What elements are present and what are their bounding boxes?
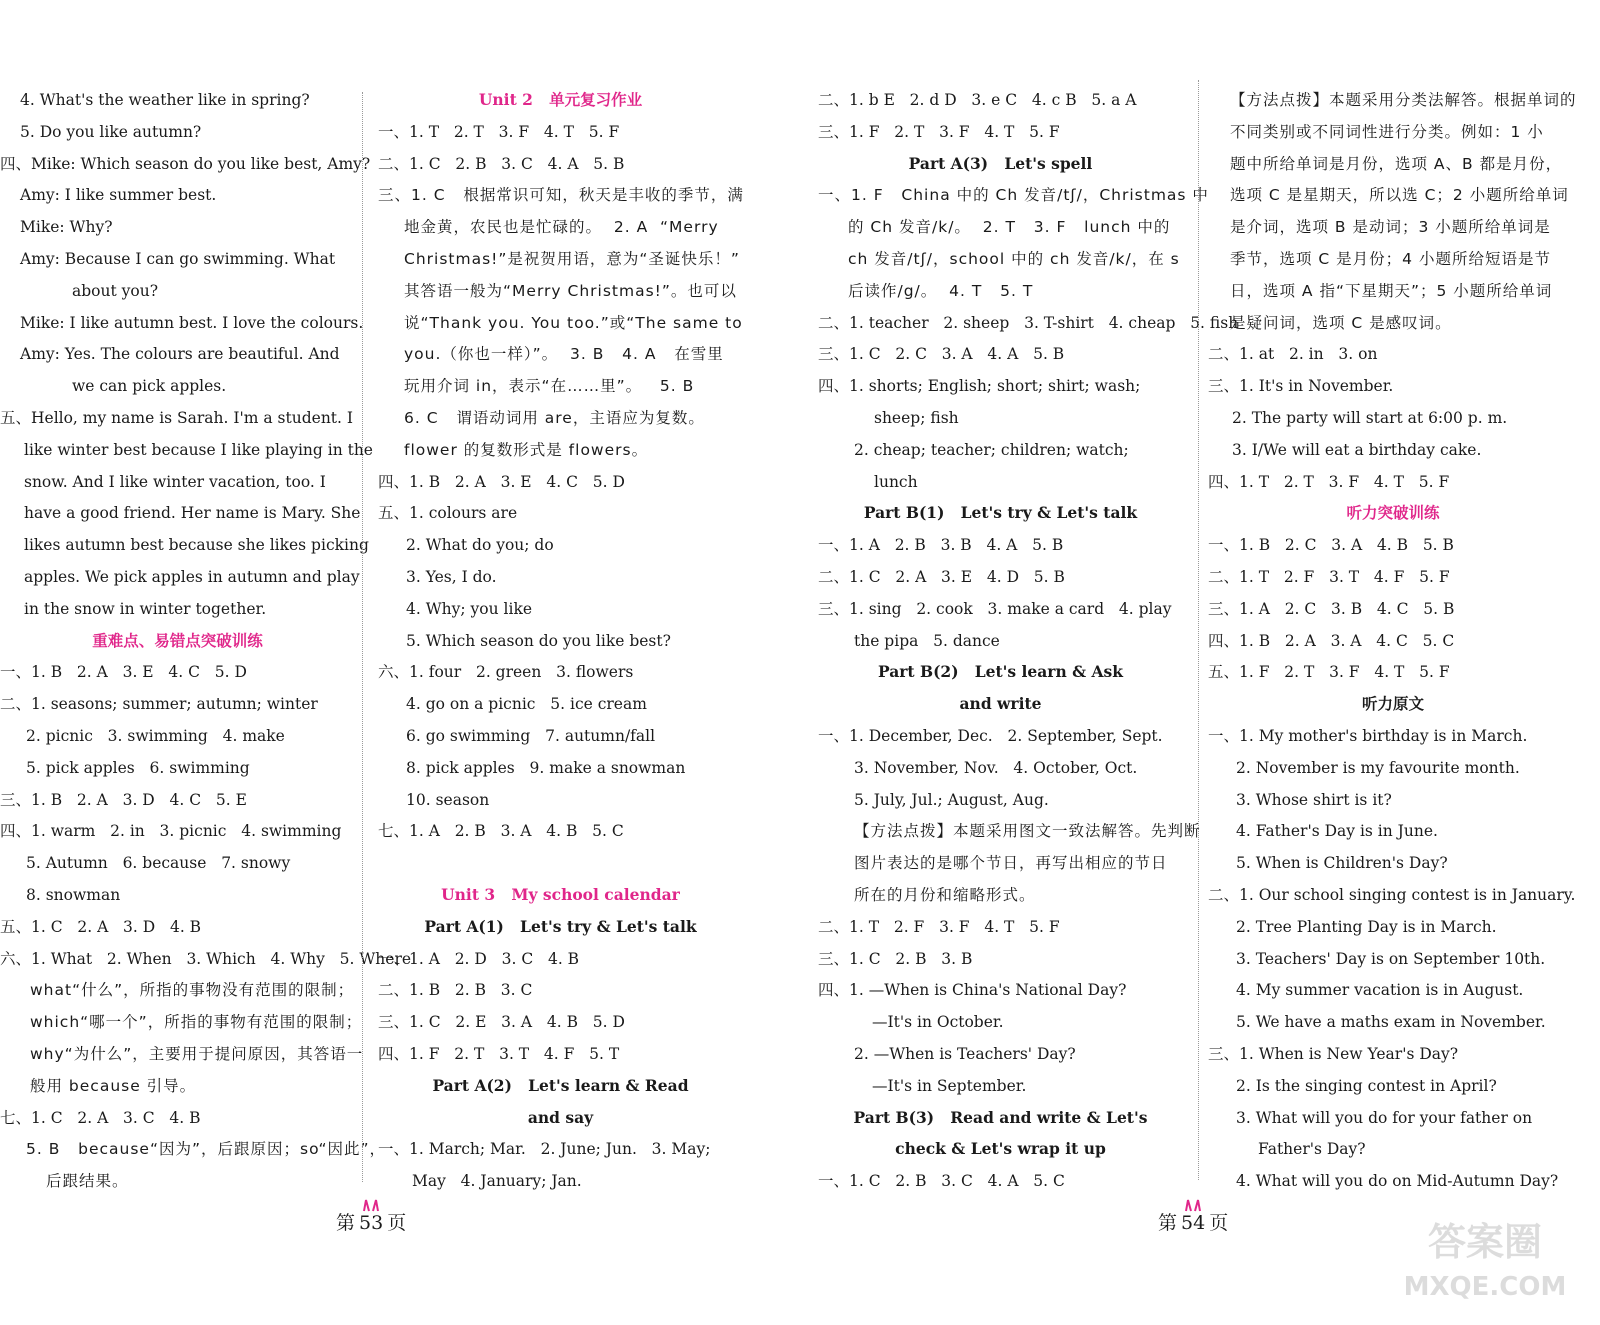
answer-line: 二、1. T 2. F 3. T 4. F 5. F	[1208, 568, 1450, 586]
answer-line: you.（你也一样）”。 3. B 4. A 在雪里	[404, 345, 724, 364]
answer-line: 四、1. F 2. T 3. T 4. F 5. T	[378, 1045, 620, 1063]
answer-line: Amy: Yes. The colours are beautiful. And	[20, 345, 340, 364]
answer-line: 4. Why; you like	[406, 599, 533, 618]
answer-line: Part A(1) Let's try & Let's talk	[424, 916, 697, 936]
answer-line: 五、Hello, my name is Sarah. I'm a student. I	[0, 409, 354, 427]
answer-line: 5. Which season do you like best?	[406, 631, 671, 650]
answer-line: Part B(3) Read and write & Let's	[853, 1107, 1148, 1127]
answer-line: Father's Day?	[1258, 1140, 1366, 1159]
answer-line: 一、1. March; Mar. 2. June; Jun. 3. May;	[378, 1140, 711, 1159]
answer-line: 8. snowman	[26, 886, 121, 904]
answer-line: Christmas!”是祝贺用语，意为“圣诞快乐！”	[404, 250, 740, 268]
answer-line: 三、1. C 2. E 3. A 4. B 5. D	[378, 1013, 625, 1032]
answer-line: 二、1. b E 2. d D 3. e C 4. c B 5. a A	[818, 91, 1137, 109]
page-number-right: 第 54 页	[1158, 1208, 1228, 1235]
answer-line: and say	[527, 1107, 594, 1127]
answer-line: 一、1. B 2. C 3. A 4. B 5. B	[1208, 536, 1454, 555]
answer-line: we can pick apples.	[72, 377, 227, 396]
answer-line: 选项 C 是星期天，所以选 C；2 小题所给单词	[1230, 186, 1569, 205]
answer-line: 3. Yes, I do.	[406, 568, 497, 586]
page-number-left: 第 53 页	[336, 1208, 406, 1235]
answer-line: 一、1. C 2. B 3. C 4. A 5. C	[818, 1172, 1065, 1191]
answer-line: 二、1. T 2. F 3. F 4. T 5. F	[818, 917, 1060, 936]
answer-line: Amy: Because I can go swimming. What	[20, 250, 336, 268]
watermark-logo	[1400, 1210, 1570, 1305]
answer-line: ch 发音/tʃ/，school 中的 ch 发音/k/，在 s	[848, 250, 1180, 268]
answer-line: 六、1. four 2. green 3. flowers	[378, 663, 634, 682]
answer-line: 四、1. T 2. T 3. F 4. T 5. F	[1208, 472, 1450, 491]
answer-line: 一、1. B 2. A 3. E 4. C 5. D	[0, 663, 247, 682]
answer-line: 【方法点拨】本题采用图文一致法解答。先判断	[854, 822, 1201, 841]
answer-line: 3. I/We will eat a birthday cake.	[1232, 440, 1482, 459]
answer-line: 日，选项 A 指“下星期天”；5 小题所给单词	[1230, 281, 1553, 300]
answer-line: have a good friend. Her name is Mary. She	[24, 504, 361, 523]
answer-line: 二、1. at 2. in 3. on	[1208, 345, 1378, 364]
answer-line: 三、1. C 根据常识可知，秋天是丰收的季节，满	[378, 186, 744, 205]
answer-line: 4. Father's Day is in June.	[1236, 822, 1438, 841]
svg-text:答案圈: 答案圈	[1427, 1220, 1543, 1264]
answer-line: 5. Do you like autumn?	[20, 122, 202, 141]
answer-line: 8. pick apples 9. make a snowman	[406, 758, 686, 777]
answer-line: 4. My summer vacation is in August.	[1236, 981, 1524, 1000]
answer-line: 二、1. B 2. B 3. C	[378, 981, 533, 1000]
answer-line: the pipa 5. dance	[854, 631, 1000, 650]
answer-line: 玩用介词 in，表示“在……里”。 5. B	[404, 377, 695, 396]
answer-line: 2. The party will start at 6:00 p. m.	[1232, 409, 1508, 427]
answer-line: 4. What's the weather like in spring?	[20, 91, 310, 109]
column-divider	[362, 92, 363, 1182]
answer-line: 2. picnic 3. swimming 4. make	[26, 727, 285, 745]
answer-line: 季节，选项 C 是月份；4 小题所给短语是节	[1230, 250, 1551, 268]
answer-line: 题中所给单词是月份，选项 A、B 都是月份，	[1230, 154, 1563, 173]
answer-line: 3. Teachers' Day is on September 10th.	[1236, 949, 1546, 968]
answer-line: 2. What do you; do	[406, 536, 554, 555]
answer-line: 5. B because“因为”，后跟原因；so“因此”，	[26, 1140, 387, 1159]
answer-line: 5. pick apples 6. swimming	[26, 758, 250, 777]
answer-line: 五、1. F 2. T 3. F 4. T 5. F	[1208, 663, 1450, 682]
answer-line: 四、1. B 2. A 3. A 4. C 5. C	[1208, 631, 1455, 650]
answer-column	[1208, 78, 1578, 1201]
answer-line: Part A(2) Let's learn & Read	[432, 1075, 689, 1095]
answer-line: check & Let's wrap it up	[895, 1139, 1106, 1159]
answer-line: 二、1. C 2. A 3. E 4. D 5. B	[818, 568, 1065, 586]
answer-line: 2. Tree Planting Day is in March.	[1236, 917, 1497, 936]
answer-line: Part B(1) Let's try & Let's talk	[863, 503, 1138, 523]
answer-line: Part B(2) Let's learn & Ask	[877, 662, 1124, 682]
answer-line: 三、1. F 2. T 3. F 4. T 5. F	[818, 122, 1060, 141]
answer-line: 2. Is the singing contest in April?	[1236, 1076, 1497, 1095]
answer-line: 一、1. F China 中的 Ch 发音/tʃ/，Christmas 中	[818, 186, 1209, 205]
answer-line: 听力突破训练	[1346, 503, 1440, 523]
answer-line: 后读作/g/。 4. T 5. T	[848, 281, 1034, 300]
answer-line: 四、Mike: Which season do you like best, Amy?	[0, 154, 371, 173]
answer-line: May 4. January; Jan.	[412, 1172, 582, 1191]
answer-line: 图片表达的是哪个节日，再写出相应的节日	[854, 854, 1168, 873]
answer-line: in the snow in winter together.	[24, 599, 267, 618]
answer-line: 说“Thank you. You too.”或“The same to	[404, 313, 743, 332]
answer-line: 2. cheap; teacher; children; watch;	[854, 440, 1129, 459]
svg-text:MXQE.COM: MXQE.COM	[1403, 1272, 1567, 1302]
answer-line: 2. —When is Teachers' Day?	[854, 1045, 1076, 1063]
answer-line: 是介词，选项 B 是动词；3 小题所给单词是	[1230, 218, 1551, 237]
answer-line: 3. Whose shirt is it?	[1236, 790, 1392, 809]
answer-line: likes autumn best because she likes picking	[24, 536, 369, 555]
answer-line: 一、1. A 2. B 3. B 4. A 5. B	[818, 536, 1064, 555]
answer-line: 【方法点拨】本题采用分类法解答。根据单词的	[1230, 91, 1577, 109]
answer-line: 二、1. Our school singing contest is in January.	[1208, 886, 1576, 904]
answer-line: why“为什么”，主要用于提问原因，其答语一	[30, 1045, 364, 1063]
answer-line: 五、1. C 2. A 3. D 4. B	[0, 917, 202, 936]
answer-line: Mike: I like autumn best. I love the colours.	[20, 313, 364, 332]
answer-line: 四、1. —When is China's National Day?	[818, 981, 1127, 1000]
answer-line: 听力原文	[1361, 694, 1424, 714]
answer-line: 5. When is Children's Day?	[1236, 854, 1448, 873]
answer-line: 其答语一般为“Merry Christmas!”。也可以	[404, 281, 737, 300]
answer-column	[0, 78, 412, 1201]
answer-line: 二、1. seasons; summer; autumn; winter	[0, 695, 318, 714]
answer-line: 5. We have a maths exam in November.	[1236, 1013, 1546, 1032]
answer-line: 3. What will you do for your father on	[1236, 1108, 1533, 1127]
answer-line: 的 Ch 发音/k/。 2. T 3. F lunch 中的	[848, 218, 1171, 237]
answer-line: 四、1. warm 2. in 3. picnic 4. swimming	[0, 822, 342, 841]
answer-line: 般用 because 引导。	[30, 1076, 197, 1095]
answer-line: 5. Autumn 6. because 7. snowy	[26, 854, 291, 873]
answer-line: 4. What will you do on Mid-Autumn Day?	[1236, 1172, 1559, 1191]
answer-line: flower 的复数形式是 flowers。	[404, 440, 649, 459]
answer-line: 五、1. colours are	[378, 504, 518, 523]
answer-line: 不同类别或不同词性进行分类。例如：1 小	[1230, 122, 1544, 141]
answer-line: Unit 3 My school calendar	[441, 885, 680, 904]
answer-line: 二、1. teacher 2. sheep 3. T-shirt 4. cheap 5. fish	[818, 313, 1239, 332]
answer-line: Amy: I like summer best.	[20, 186, 217, 205]
answer-line: apples. We pick apples in autumn and play	[24, 568, 360, 586]
answer-line: 七、1. C 2. A 3. C 4. B	[0, 1108, 201, 1127]
answer-line: 一、1. December, Dec. 2. September, Sept.	[818, 727, 1163, 745]
column-divider	[1198, 80, 1199, 1180]
answer-line: lunch	[874, 472, 918, 491]
answer-line: 三、1. sing 2. cook 3. make a card 4. play	[818, 599, 1172, 618]
answer-line: about you?	[72, 281, 159, 300]
answer-line: 六、1. What 2. When 3. Which 4. Why 5. Where	[0, 949, 412, 968]
answer-column	[378, 78, 743, 1201]
answer-line: 2. November is my favourite month.	[1236, 758, 1520, 777]
answer-line: sheep; fish	[874, 409, 959, 427]
answer-line: 一、1. A 2. D 3. C 4. B	[378, 949, 580, 968]
answer-line: 二、1. C 2. B 3. C 4. A 5. B	[378, 154, 625, 173]
answer-line: 6. go swimming 7. autumn/fall	[406, 727, 656, 745]
answer-line: 七、1. A 2. B 3. A 4. B 5. C	[378, 822, 624, 841]
answer-line: 是疑问词，选项 C 是感叹词。	[1230, 313, 1452, 332]
answer-line: 四、1. B 2. A 3. E 4. C 5. D	[378, 472, 625, 491]
answer-line: 一、1. T 2. T 3. F 4. T 5. F	[378, 122, 620, 141]
answer-line: Unit 2 单元复习作业	[478, 90, 643, 109]
answer-line: 后跟结果。	[46, 1172, 129, 1191]
answer-line: 三、1. C 2. B 3. B	[818, 949, 973, 968]
answer-line: 一、1. My mother's birthday is in March.	[1208, 727, 1528, 745]
answer-line: 4. go on a picnic 5. ice cream	[406, 695, 647, 714]
answer-line: —It's in September.	[872, 1076, 1027, 1095]
answer-line: 三、1. When is New Year's Day?	[1208, 1045, 1459, 1063]
answer-line: Mike: Why?	[20, 218, 113, 237]
answer-line: 三、1. A 2. C 3. B 4. C 5. B	[1208, 599, 1455, 618]
answer-line: Part A(3) Let's spell	[908, 153, 1093, 173]
answer-line: 10. season	[406, 790, 490, 809]
answer-column	[818, 78, 1239, 1201]
answer-line: snow. And I like winter vacation, too. I	[24, 472, 326, 491]
answer-line: 所在的月份和缩略形式。	[854, 886, 1036, 904]
answer-line: —It's in October.	[872, 1013, 1004, 1032]
answer-line: which“哪一个”，所指的事物有范围的限制；	[30, 1013, 363, 1032]
answer-line: 5. July, Jul.; August, Aug.	[854, 790, 1049, 809]
answer-line: 三、1. It's in November.	[1208, 377, 1394, 396]
answer-line: and write	[959, 694, 1042, 714]
answer-line: 3. November, Nov. 4. October, Oct.	[854, 758, 1138, 777]
answer-line: 6. C 谓语动词用 are，主语应为复数。	[404, 409, 705, 427]
answer-line: 四、1. shorts; English; short; shirt; wash;	[818, 377, 1141, 396]
answer-line: 地金黄，农民也是忙碌的。 2. A “Merry	[404, 218, 719, 237]
answer-line: 三、1. C 2. C 3. A 4. A 5. B	[818, 345, 1065, 364]
answer-line: what“什么”，所指的事物没有范围的限制；	[30, 981, 355, 1000]
answer-line: like winter best because I like playing in the	[24, 440, 373, 459]
answer-line: 三、1. B 2. A 3. D 4. C 5. E	[0, 790, 247, 809]
answer-line: 重难点、易错点突破训练	[92, 630, 263, 650]
